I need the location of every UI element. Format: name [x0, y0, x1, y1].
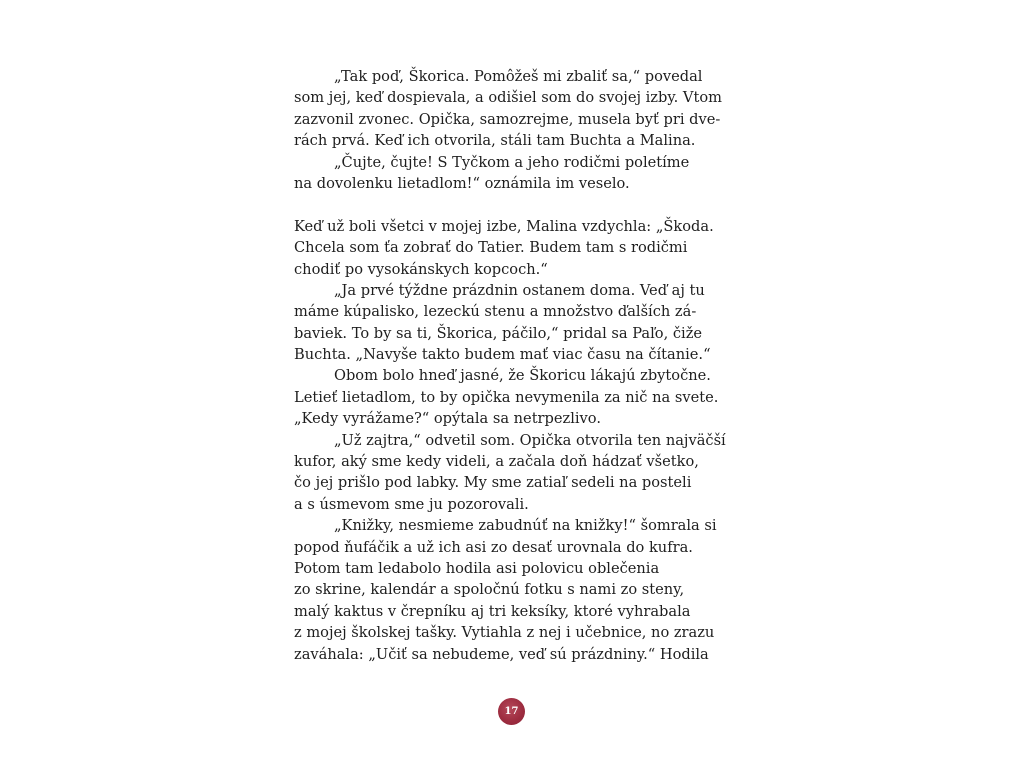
text-line: zo skrine, kalendár a spoločnú fotku s nami zo steny,	[294, 581, 685, 599]
text-line: kufor, aký sme kedy videli, a začala doň hádzať všetko,	[294, 453, 699, 471]
text-line: Keď už boli všetci v mojej izbe, Malina vzdychla: „Škoda.	[294, 217, 714, 235]
text-line: som jej, keď dospievala, a odišiel som do svojej izby. Vtom	[294, 89, 722, 107]
text-line: „Ja prvé týždne prázdnin ostanem doma. Veď aj tu	[334, 281, 705, 299]
text-line: Obom bolo hneď jasné, že Škoricu lákajú zbytočne.	[334, 367, 711, 385]
text-line: rách prvá. Keď ich otvorila, stáli tam Buchta a Malina.	[294, 132, 696, 150]
page-number-badge	[498, 698, 525, 725]
paragraph	[294, 216, 734, 280]
text-line: malý kaktus v črepníku aj tri keksíky, ktoré vyhrabala	[294, 602, 691, 620]
paragraph	[294, 430, 734, 516]
text-line: a s úsmevom sme ju pozorovali.	[294, 495, 529, 513]
text-line: „Čujte, čujte! S Tyčkom a jeho rodičmi poletíme	[334, 153, 690, 171]
text-line: čo jej prišlo pod labky. My sme zatiaľ sedeli na posteli	[294, 474, 692, 492]
text-line: zazvonil zvonec. Opička, samozrejme, musela byť pri dve-	[294, 110, 721, 128]
paragraph	[294, 515, 734, 665]
paragraph-gap	[294, 194, 734, 215]
text-line: máme kúpalisko, lezeckú stenu a množstvo ďalších zá-	[294, 303, 697, 321]
text-line: „Knižky, nesmieme zabudnúť na knižky!“ šomrala si	[334, 517, 717, 535]
text-line: „Už zajtra,“ odvetil som. Opička otvorila ten najväčší	[334, 431, 726, 449]
text-line: Chcela som ťa zobrať do Tatier. Budem tam s rodičmi	[294, 239, 688, 257]
text-line: Letieť lietadlom, to by opička nevymenila za nič na svete.	[294, 388, 719, 406]
text-line: chodiť po vysokánskych kopcoch.“	[294, 260, 548, 278]
text-line: Potom tam ledabolo hodila asi polovicu oblečenia	[294, 559, 660, 577]
page-number: 17	[504, 706, 519, 717]
paragraph	[294, 152, 734, 195]
text-line: „Tak poď, Škorica. Pomôžeš mi zbaliť sa,“ povedal	[334, 68, 703, 85]
text-line: Buchta. „Navyše takto budem mať viac času na čítanie.“	[294, 346, 711, 364]
paragraph	[294, 280, 734, 366]
text-line: na dovolenku lietadlom!“ oznámila im veselo.	[294, 174, 630, 192]
text-line: z mojej školskej tašky. Vytiahla z nej i učebnice, no zrazu	[294, 624, 715, 642]
text-line: baviek. To by sa ti, Škorica, páčilo,“ pridal sa Paľo, čiže	[294, 324, 703, 342]
text-line: popod ňufáčik a už ich asi zo desať urovnala do kufra.	[294, 538, 693, 556]
paragraph	[294, 66, 734, 152]
paragraph	[294, 365, 734, 429]
text-line: „Kedy vyrážame?“ opýtala sa netrpezlivo.	[294, 410, 601, 428]
body-text	[294, 66, 734, 665]
text-line: zaváhala: „Učiť sa nebudeme, veď sú prázdniny.“ Hodila	[294, 645, 709, 663]
